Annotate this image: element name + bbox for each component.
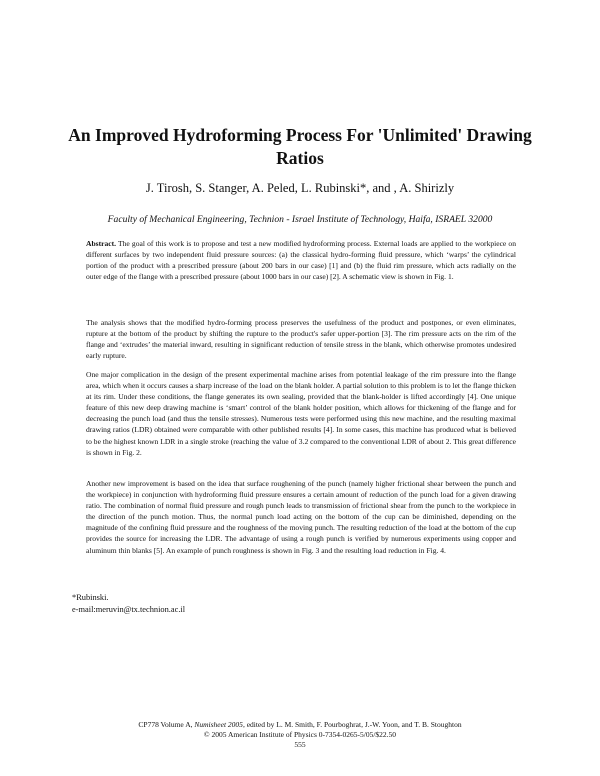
- abstract-paragraph: [86, 238, 516, 282]
- author-list: J. Tirosh, S. Stanger, A. Peled, L. Rubinski*, and , A. Shirizly: [145, 181, 455, 195]
- body-paragraph-1: The analysis shows that the modified hydro-forming process preserves the usefulness of the product and postpones, or even eliminates, rupture at the bottom of the product by shifting the rupture to the product's safer upper-portion [3]. The rim pressure acts on the rim of the flange and ‘extrudes’ the material inward, resulting in significant reduction of tensile stress in the blank, which otherwise promotes undesired early rupture.: [86, 318, 516, 361]
- abstract-label: Abstract.: [86, 239, 116, 248]
- footnote-name: *Rubinski.: [72, 593, 109, 602]
- footer-citation-prefix: CP778 Volume A,: [138, 720, 195, 729]
- paper-title: An Improved Hydroforming Process For 'Unlimited' Drawing Ratios: [68, 125, 532, 168]
- affiliation: Faculty of Mechanical Engineering, Technion - Israel Institute of Technology, Haifa, ISRAEL 32000: [107, 214, 493, 225]
- page-footer: [60, 720, 540, 751]
- abstract-text: The goal of this work is to propose and test a new modified hydroforming process. External loads are applied to the workpiece on different surfaces by two independent fluid pressure sources: (a) the classical hydro-forming fluid pressure, which ‘warps’ the cylindrical portion of the product with a prescribed pressure (about 200 bars in our case) [1] and (b) the fluid rim pressure, which acts radially on the outer edge of the flange with a prescribed pressure (about 1000 bars in our case) [2]. A schematic view is shown in Fig. 1.: [86, 239, 516, 282]
- footer-citation-suffix: , edited by L. M. Smith, F. Pourboghrat, J.-W. Yoon, and T. B. Stoughton: [242, 720, 462, 729]
- corresponding-author-footnote: [72, 592, 185, 615]
- page-number: 555: [294, 740, 306, 750]
- footer-copyright: © 2005 American Institute of Physics 0-7354-0265-5/05/$22.50: [203, 730, 397, 740]
- body-paragraph-2: One major complication in the design of the present experimental machine arises from potential leakage of the rim pressure into the flange area, which when it occurs causes a sharp increase of the load on the blank holder. A partial solution to this problem is to let the flange thicken at its rim. Under these conditions, the flange generates its own sealing, provided that the blank-holder is lifted accordingly [4]. One unique feature of this new deep drawing machine is ‘smart’ control of the blank holder position, which allows for thickening of the flange and for decreasing the punch load (and thus the tensile stresses). Numerous tests were performed using this new machine, and the resulting maximal drawing ratios (LDR) obtained were comparable with other published results [4]. In some cases, this machine has produced what is believed to be the highest known LDR in a single stroke (reaching the value of 3.2 compared to the conventional LDR of about 2. This great difference is shown in Fig. 2.: [86, 370, 516, 457]
- footer-proceedings-title: Numisheet 2005: [194, 720, 243, 729]
- footer-citation: [60, 720, 540, 730]
- body-paragraph-3: Another new improvement is based on the idea that surface roughening of the punch (namely higher frictional shear between the punch and the workpiece) in conjunction with hydroforming fluid pressure ensures a certain amount of reduction of the punch load for a given drawing ratio. The combination of normal fluid pressure and rough punch leads to transmission of frictional shear from the punch to the workpiece in the direction of the punch motion. Thus, the normal punch load acting on the bottom of the cup can be diminished, depending on the magnitude of the confining fluid pressure and the roughness of the moving punch. The resulting reduction of the load at the bottom of the cup provides the source for increasing the LDR. The advantage of using a rough punch is verified by numerous experiments using copper and aluminum thin blanks [5]. An example of punch roughness is shown in Fig. 3 and the resulting load reduction in Fig. 4.: [86, 479, 516, 555]
- footnote-email: e-mail:meruvin@tx.technion.ac.il: [72, 604, 186, 614]
